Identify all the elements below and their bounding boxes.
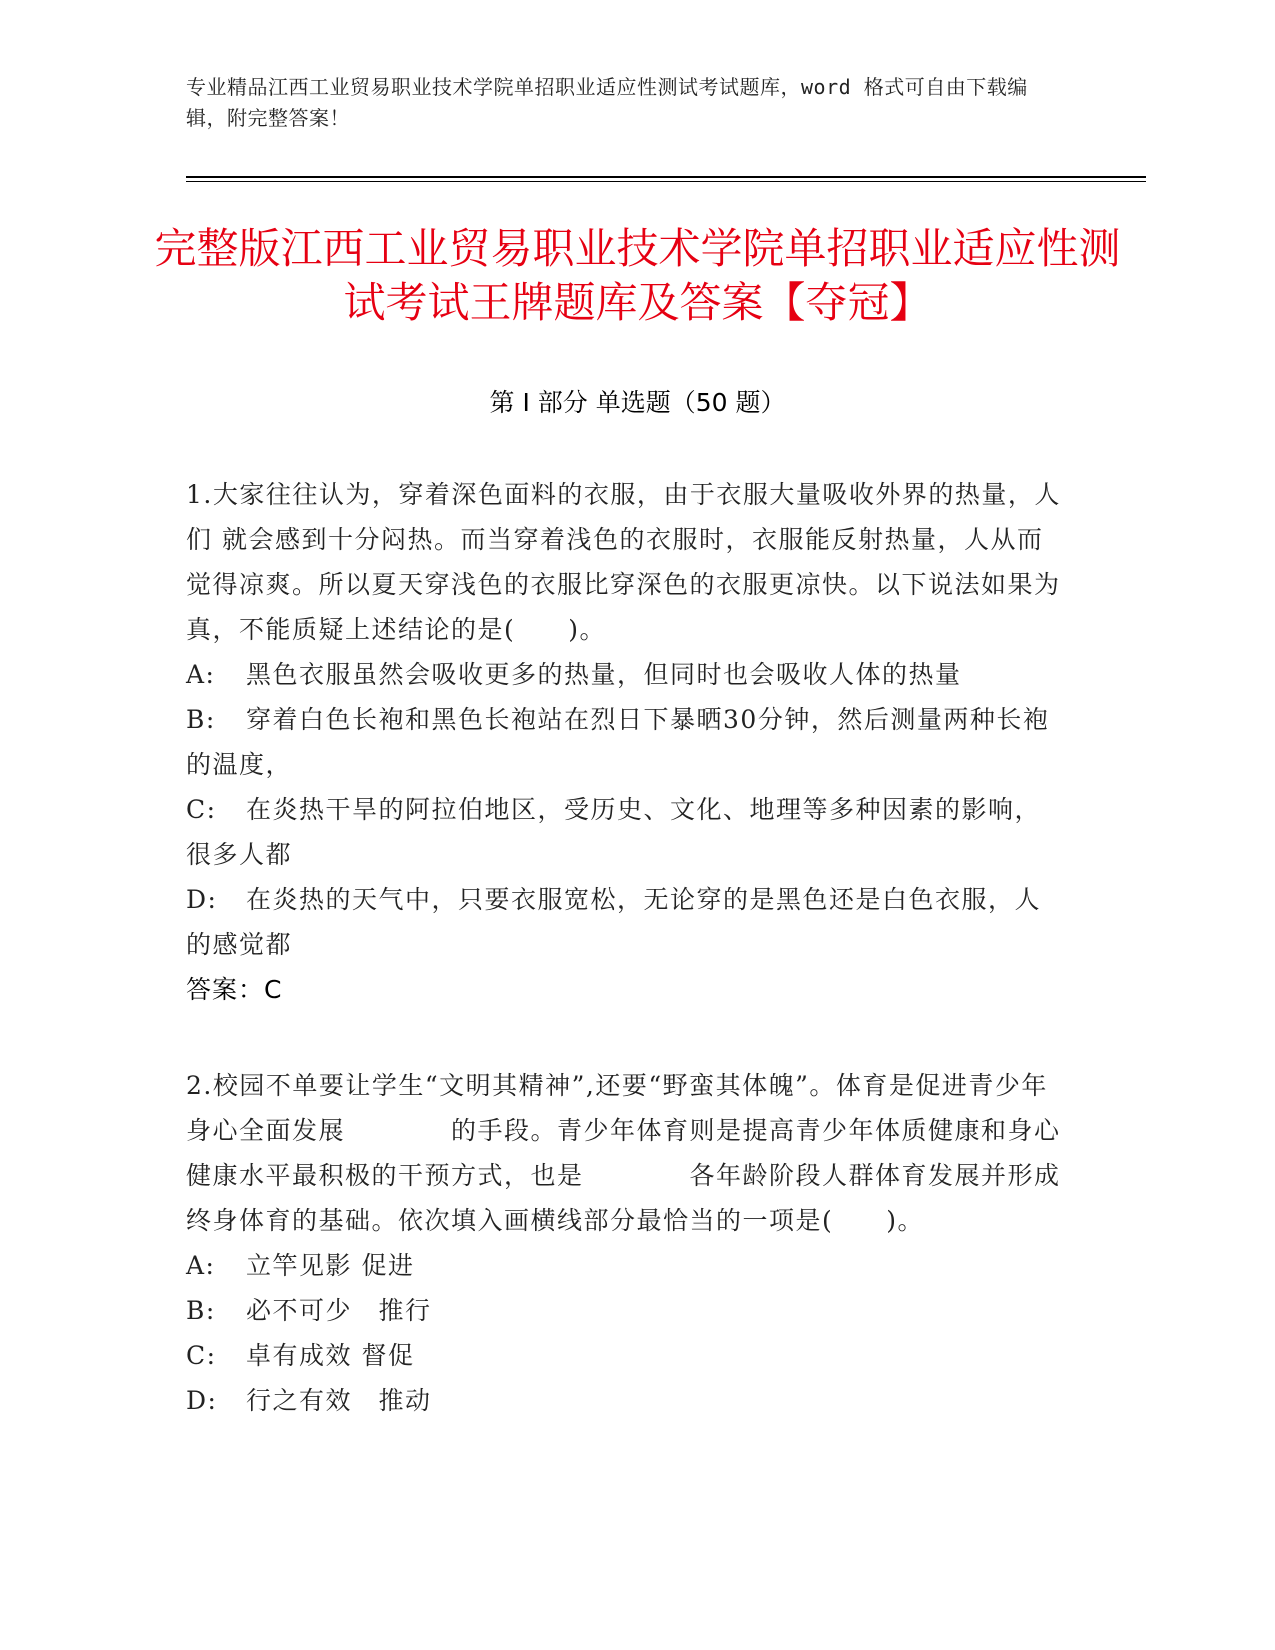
section-title: 第 I 部分 单选题（50 题） — [489, 388, 786, 417]
header-note: 专业精品江西工业贸易职业技术学院单招职业适应性测试考试题库，word 格式可自由下载编辑，附完整答案！ — [186, 75, 1028, 130]
option-text: 在炎热干旱的阿拉伯地区，受历史、文化、地理等多种因素的影响，很多人都 — [186, 795, 1042, 869]
answer-line: 答案：C — [186, 975, 283, 1004]
option-d — [186, 877, 1066, 967]
option-text: 卓有成效 督促 — [246, 1341, 415, 1370]
question-2 — [186, 1063, 1066, 1423]
option-c — [186, 787, 1066, 877]
option-letter: A: — [186, 1251, 216, 1280]
option-a — [186, 1243, 1066, 1288]
option-text: 行之有效 推动 — [246, 1386, 432, 1415]
option-letter: C: — [186, 795, 217, 824]
question-1 — [186, 472, 1066, 1012]
option-letter: B: — [186, 1296, 216, 1325]
option-letter: A: — [186, 660, 216, 689]
document-title: 完整版江西工业贸易职业技术学院单招职业适应性测试考试王牌题库及答案【夺冠】 — [154, 224, 1121, 327]
question-stem: 2.校园不单要让学生“文明其精神”,还要“野蛮其体魄”。体育是促进青少年 身心全面发展 的手段。青少年体育则是提高青少年体质健康和身心健康水平最积极的干预方式，也是 各年龄阶段人群体育发展并形成终身体育的基础。依次填入画横线部分最恰当的一项是( )。 — [186, 1071, 1061, 1235]
option-letter: C: — [186, 1341, 217, 1370]
header-divider-thick — [186, 176, 1146, 178]
option-letter: D: — [186, 885, 218, 914]
header-divider-thin — [186, 181, 1146, 182]
option-letter: D: — [186, 1386, 218, 1415]
option-c — [186, 1333, 1066, 1378]
option-text: 立竿见影 促进 — [246, 1251, 415, 1280]
option-text: 穿着白色长袍和黑色长袍站在烈日下暴晒30分钟，然后测量两种长袍的温度， — [186, 705, 1050, 779]
question-stem: 1.大家往往认为，穿着深色面料的衣服，由于衣服大量吸收外界的热量，人们 就会感到十分闷热。而当穿着浅色的衣服时，衣服能反射热量，人从而觉得凉爽。所以夏天穿浅色的衣服比穿深色的衣服更凉快。以下说法如果为真，不能质疑上述结论的是( )。 — [186, 480, 1061, 644]
option-text: 在炎热的天气中，只要衣服宽松，无论穿的是黑色还是白色衣服，人的感觉都 — [186, 885, 1042, 959]
option-b — [186, 1288, 1066, 1333]
option-b — [186, 697, 1066, 787]
option-text: 黑色衣服虽然会吸收更多的热量，但同时也会吸收人体的热量 — [246, 660, 962, 689]
option-letter: B: — [186, 705, 216, 734]
option-d — [186, 1378, 1066, 1423]
option-a — [186, 652, 1066, 697]
option-text: 必不可少 推行 — [246, 1296, 432, 1325]
